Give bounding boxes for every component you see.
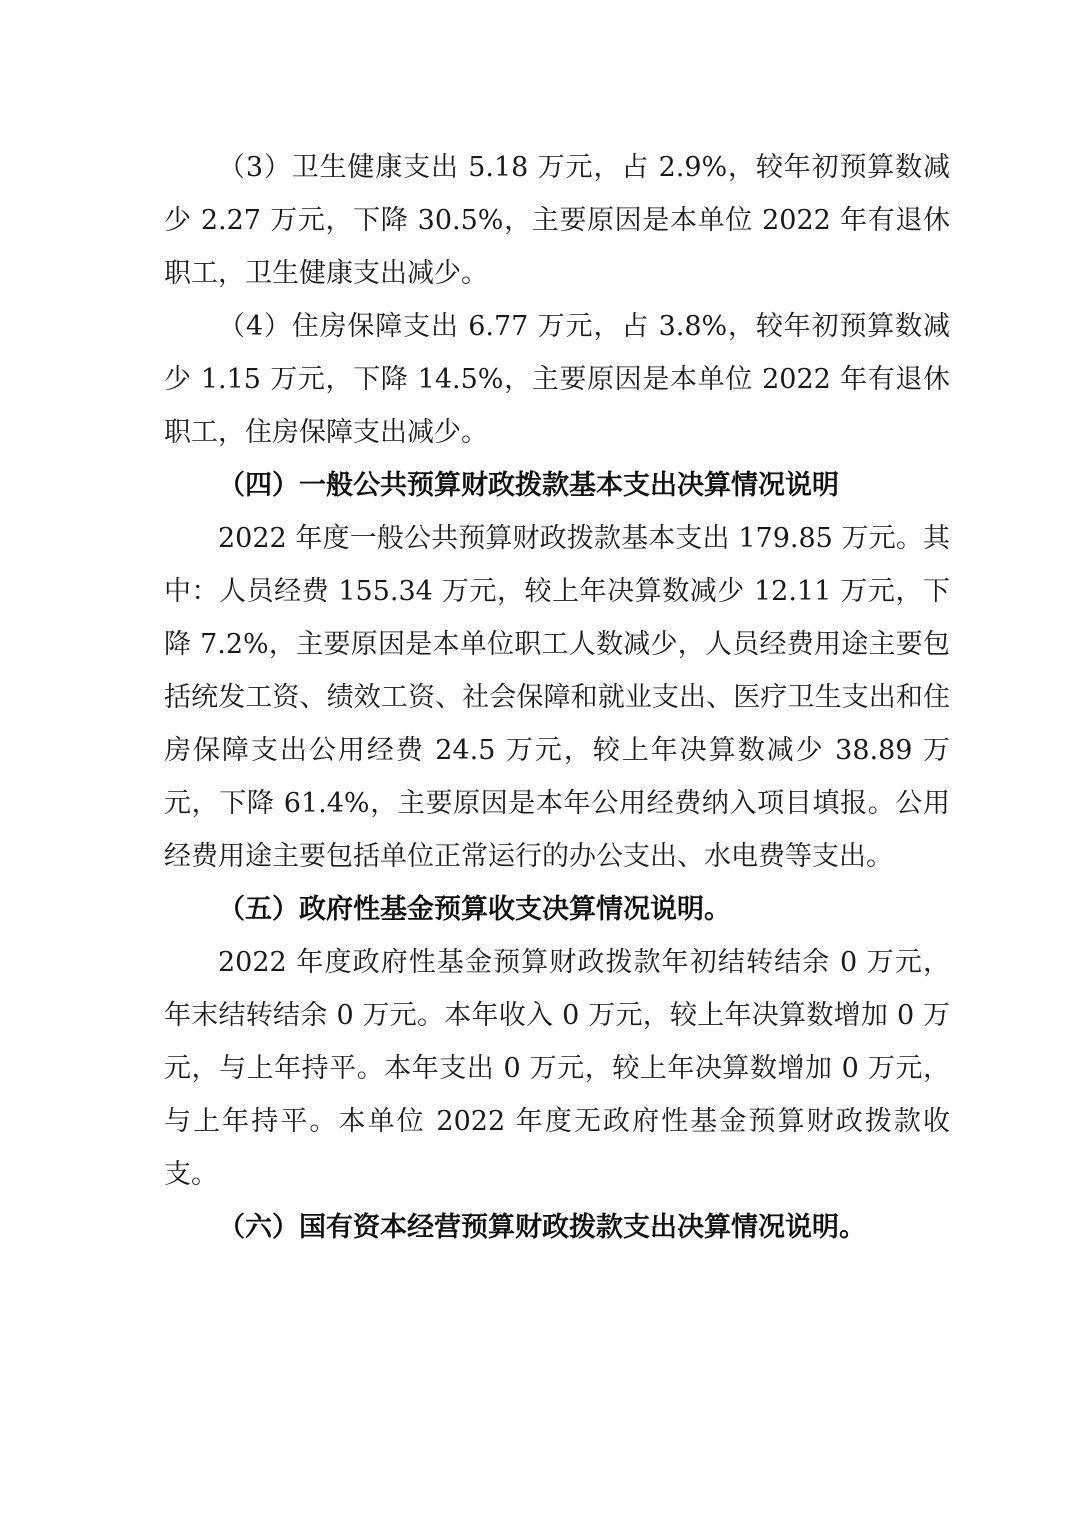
section-heading-state-capital: （六）国有资本经营预算财政拨款支出决算情况说明。: [218, 1212, 866, 1243]
paragraph-housing-expenditure: （4）住房保障支出 6.77 万元，占 3.8%，较年初预算数减少 1.15 万元，下降 14.5%，主要原因是本单位 2022 年有退休职工，住房保障支出减少。: [164, 311, 950, 448]
paragraph-health-expenditure: （3）卫生健康支出 5.18 万元，占 2.9%，较年初预算数减少 2.27 万元，下降 30.5%，主要原因是本单位 2022 年有退休职工，卫生健康支出减少。: [164, 152, 950, 289]
section-heading-basic-expenditure: （四）一般公共预算财政拨款基本支出决算情况说明: [218, 470, 839, 501]
paragraph-government-fund: 2022 年度政府性基金预算财政拨款年初结转结余 0 万元，年末结转结余 0 万元。本年收入 0 万元，较上年决算数增加 0 万元，与上年持平。本年支出 0 万元，较上年决算数增加 0 万元，与上年持平。本单位 2022 年度无政府性基金预算财政拨款收支。: [164, 947, 950, 1190]
section-heading-government-fund: （五）政府性基金预算收支决算情况说明。: [218, 894, 731, 925]
document-body: [164, 141, 950, 1254]
paragraph-basic-expenditure: 2022 年度一般公共预算财政拨款基本支出 179.85 万元。其中：人员经费 155.34 万元，较上年决算数减少 12.11 万元，下降 7.2%，主要原因是本单位职工人数减少，人员经费用途主要包括统发工资、绩效工资、社会保障和就业支出、医疗卫生支出和住房保障支出公用经费 24.5 万元，较上年决算数减少 38.89 万元，下降 61.4%，主要原因是本年公用经费纳入项目填报。公用经费用途主要包括单位正常运行的办公支出、水电费等支出。: [164, 523, 950, 872]
